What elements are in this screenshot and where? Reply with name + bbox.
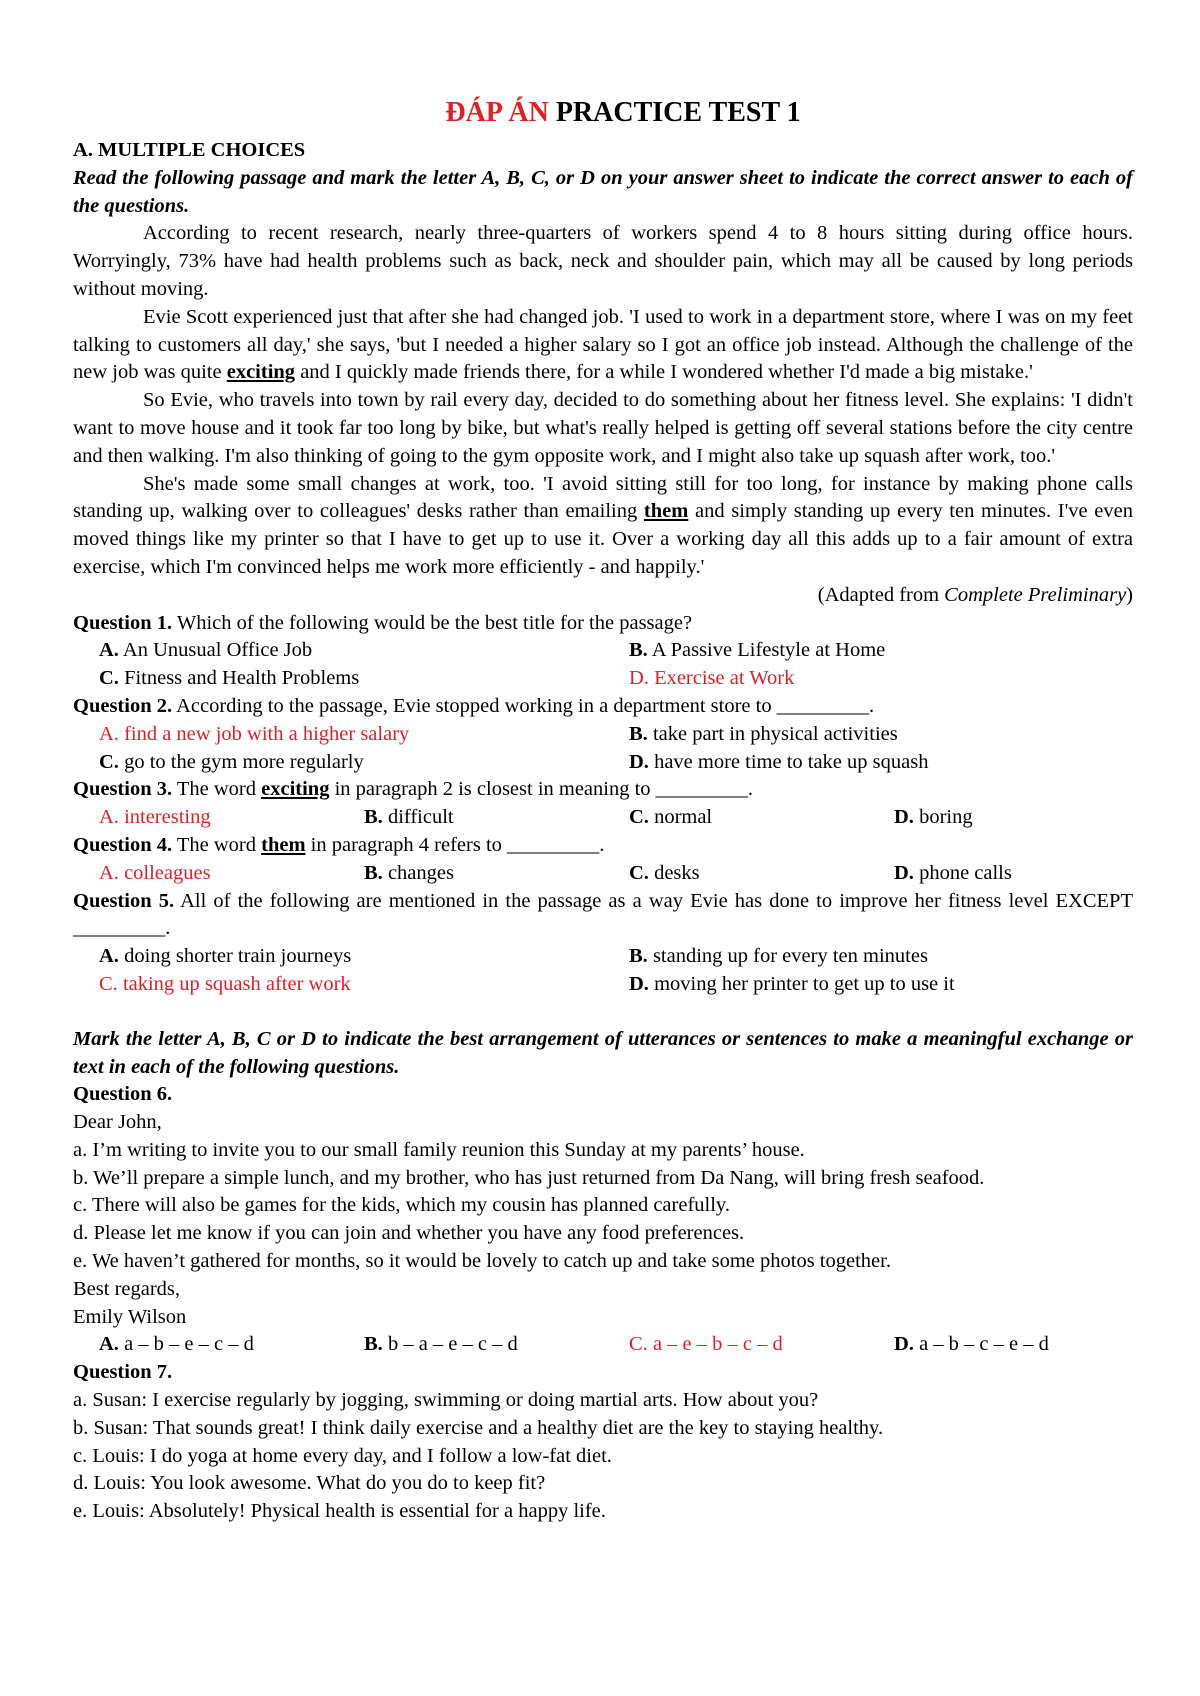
question-3-text-after: in paragraph 2 is closest in meaning to _________. bbox=[329, 778, 754, 801]
q3-option-c[interactable] bbox=[629, 804, 894, 832]
paragraph-4-text-after: and simply standing up every ten minutes. I've even moved things like my printer so that I have to get up to use it. Over a working day all this adds up to a fair amount of extra exercise, which I'm convinced helps me work more efficiently - and happily.' bbox=[73, 500, 1133, 578]
q3-option-d[interactable] bbox=[894, 804, 1159, 832]
option-letter: B. bbox=[629, 722, 648, 745]
paragraph-2-text-before: Evie Scott experienced just that after she had changed job. 'I used to work in a department store, where I was on my feet talking to customers all day,' she says, 'but I needed a higher salary so I got an office job instead. Although the challenge of the new job was quite bbox=[73, 305, 1133, 384]
source-suffix: ) bbox=[1126, 583, 1133, 606]
option-letter: C. bbox=[99, 972, 118, 995]
source-title: Complete Preliminary bbox=[944, 583, 1127, 606]
option-text: a – e – b – c – d bbox=[647, 1333, 783, 1356]
q2-option-a-correct[interactable] bbox=[99, 721, 629, 749]
q4-option-c[interactable] bbox=[629, 860, 894, 888]
q2-option-c[interactable] bbox=[99, 749, 629, 777]
question-2-text: According to the passage, Evie stopped working in a department store to _________. bbox=[172, 694, 875, 717]
question-1-text: Which of the following would be the best title for the passage? bbox=[172, 611, 693, 634]
option-letter: B. bbox=[364, 861, 383, 884]
q6-option-b[interactable] bbox=[364, 1331, 629, 1359]
question-3 bbox=[73, 776, 1133, 804]
q6-option-c-correct[interactable] bbox=[629, 1331, 894, 1359]
arrangement-instruction: Mark the letter A, B, C or D to indicate the best arrangement of utterances or sentences to make a meaningful exchange or text in each of the following questions. bbox=[73, 1027, 1133, 1078]
option-text: interesting bbox=[118, 806, 211, 829]
option-letter: A. bbox=[99, 639, 119, 662]
q6-line-d: d. Please let me know if you can join and whether you have any food preferences. bbox=[73, 1222, 745, 1245]
passage-paragraph-4 bbox=[73, 471, 1133, 582]
option-letter: B. bbox=[629, 639, 648, 662]
q6-option-d[interactable] bbox=[894, 1331, 1159, 1359]
option-text: go to the gym more regularly bbox=[118, 750, 364, 773]
q5-option-b[interactable] bbox=[629, 943, 1159, 971]
q1-option-a[interactable] bbox=[99, 637, 629, 665]
question-3-word: exciting bbox=[261, 778, 330, 801]
q2-option-b[interactable] bbox=[629, 721, 1159, 749]
option-letter: B. bbox=[364, 806, 383, 829]
option-text: doing shorter train journeys bbox=[118, 945, 352, 968]
question-6-options bbox=[73, 1331, 1133, 1359]
q3-option-b[interactable] bbox=[364, 804, 629, 832]
option-text: A Passive Lifestyle at Home bbox=[647, 639, 886, 662]
paragraph-2-text-after: and I quickly made friends there, for a while I wondered whether I'd made a big mistake.' bbox=[295, 361, 1033, 384]
option-text: normal bbox=[648, 806, 713, 829]
question-4-text-before: The word bbox=[172, 833, 262, 856]
option-text: difficult bbox=[382, 806, 454, 829]
option-letter: D. bbox=[894, 806, 914, 829]
option-text: taking up squash after work bbox=[117, 972, 351, 995]
q6-line-c: c. There will also be games for the kids, which my cousin has planned carefully. bbox=[73, 1194, 730, 1217]
q6-line-signature: Emily Wilson bbox=[73, 1305, 187, 1328]
option-letter: D. bbox=[894, 1333, 914, 1356]
question-3-options bbox=[73, 804, 1133, 832]
question-5 bbox=[73, 888, 1133, 944]
option-letter: A. bbox=[99, 1333, 119, 1356]
option-text: b – a – e – c – d bbox=[382, 1333, 518, 1356]
page-title bbox=[113, 95, 1133, 131]
question-4-text-after: in paragraph 4 refers to _________. bbox=[305, 833, 605, 856]
option-text: phone calls bbox=[913, 861, 1012, 884]
option-letter: A. bbox=[99, 722, 119, 745]
option-letter: C. bbox=[629, 1333, 648, 1356]
option-text: a – b – e – c – d bbox=[118, 1333, 254, 1356]
highlighted-word-them: them bbox=[643, 500, 689, 523]
q1-option-b[interactable] bbox=[629, 637, 1159, 665]
option-text: desks bbox=[648, 861, 700, 884]
question-3-text-before: The word bbox=[172, 778, 262, 801]
reading-instruction: Read the following passage and mark the letter A, B, C, or D on your answer sheet to indicate the correct answer to each of the questions. bbox=[73, 166, 1133, 217]
option-letter: A. bbox=[99, 806, 119, 829]
question-4-word: them bbox=[261, 833, 306, 856]
option-text: Exercise at Work bbox=[648, 667, 795, 690]
q4-option-d[interactable] bbox=[894, 860, 1159, 888]
question-7-label: Question 7. bbox=[73, 1361, 173, 1384]
q6-line-closing: Best regards, bbox=[73, 1277, 181, 1300]
option-letter: A. bbox=[99, 945, 119, 968]
section-heading: A. MULTIPLE CHOICES bbox=[73, 139, 306, 161]
option-letter: B. bbox=[364, 1333, 383, 1356]
q2-option-d[interactable] bbox=[629, 749, 1159, 777]
option-letter: C. bbox=[629, 861, 649, 884]
option-letter: D. bbox=[894, 861, 914, 884]
option-text: take part in physical activities bbox=[647, 722, 898, 745]
option-text: have more time to take up squash bbox=[648, 750, 929, 773]
option-text: a – b – c – e – d bbox=[913, 1333, 1049, 1356]
passage-paragraph-1: According to recent research, nearly three-quarters of workers spend 4 to 8 hours sitting during office hours. Worryingly, 73% have had health problems such as back, neck and shoulder pain, which may all be caused by long periods without moving. bbox=[73, 222, 1133, 300]
question-2-label: Question 2. bbox=[73, 694, 173, 717]
option-letter: D. bbox=[629, 667, 649, 690]
q6-line-b: b. We’ll prepare a simple lunch, and my brother, who has just returned from Da Nang, will bring fresh seafood. bbox=[73, 1166, 985, 1189]
q4-option-a-correct[interactable] bbox=[99, 860, 364, 888]
title-red-part: ĐÁP ÁN bbox=[445, 97, 549, 128]
question-3-label: Question 3. bbox=[73, 778, 173, 801]
option-letter: A. bbox=[99, 861, 119, 884]
highlighted-word-exciting: exciting bbox=[226, 361, 296, 384]
q5-option-c-correct[interactable] bbox=[99, 971, 629, 999]
option-text: moving her printer to get up to use it bbox=[648, 972, 955, 995]
q5-option-d[interactable] bbox=[629, 971, 1159, 999]
source-prefix: (Adapted from bbox=[817, 583, 945, 606]
section-spacer bbox=[73, 999, 1133, 1026]
q4-option-b[interactable] bbox=[364, 860, 629, 888]
q7-line-e: e. Louis: Absolutely! Physical health is essential for a happy life. bbox=[73, 1500, 606, 1523]
question-2 bbox=[73, 693, 1133, 721]
option-text: boring bbox=[913, 806, 973, 829]
passage-paragraph-3: So Evie, who travels into town by rail every day, decided to do something about her fitness level. She explains: 'I didn't want to move house and it took far too long by bike, but what's really helped is getting off several stations before the city centre and then walking. I'm also thinking of going to the gym opposite work, and I might also take up squash after work, too.' bbox=[73, 389, 1133, 467]
question-4 bbox=[73, 832, 1133, 860]
option-letter: C. bbox=[99, 750, 119, 773]
question-4-label: Question 4. bbox=[73, 833, 173, 856]
title-black-part: PRACTICE TEST 1 bbox=[555, 97, 801, 128]
paragraph-4-text-before: She's made some small changes at work, too. 'I avoid sitting still for too long, for instance by making phone calls standing up, walking over to colleagues' desks rather than emailing bbox=[73, 472, 1133, 523]
question-1-label: Question 1. bbox=[73, 611, 173, 634]
option-text: changes bbox=[382, 861, 454, 884]
option-text: standing up for every ten minutes bbox=[647, 945, 928, 968]
option-text: An Unusual Office Job bbox=[118, 639, 313, 662]
option-letter: C. bbox=[629, 806, 649, 829]
option-text: colleagues bbox=[118, 861, 211, 884]
option-letter: D. bbox=[629, 972, 649, 995]
option-letter: B. bbox=[629, 945, 648, 968]
question-2-options bbox=[73, 721, 1133, 777]
q6-line-salutation: Dear John, bbox=[73, 1111, 162, 1134]
q7-line-d: d. Louis: You look awesome. What do you do to keep fit? bbox=[73, 1472, 546, 1495]
question-5-text: All of the following are mentioned in the passage as a way Evie has done to improve her fitness level EXCEPT _________. bbox=[73, 889, 1133, 940]
question-1 bbox=[73, 610, 1133, 638]
option-text: Fitness and Health Problems bbox=[118, 667, 360, 690]
q3-option-a-correct[interactable] bbox=[99, 804, 364, 832]
question-5-options bbox=[73, 943, 1133, 999]
q6-line-e: e. We haven’t gathered for months, so it would be lovely to catch up and take some photos together. bbox=[73, 1250, 891, 1273]
q7-line-b: b. Susan: That sounds great! I think daily exercise and a healthy diet are the key to staying healthy. bbox=[73, 1416, 884, 1439]
option-letter: C. bbox=[99, 667, 119, 690]
passage-source bbox=[73, 582, 1133, 610]
answer-key-page bbox=[73, 95, 1133, 1526]
q5-option-a[interactable] bbox=[99, 943, 629, 971]
question-4-options bbox=[73, 860, 1133, 888]
q6-line-a: a. I’m writing to invite you to our small family reunion this Sunday at my parents’ house. bbox=[73, 1138, 805, 1161]
option-text: find a new job with a higher salary bbox=[118, 722, 410, 745]
question-5-label: Question 5. bbox=[73, 889, 175, 912]
q1-option-c[interactable] bbox=[99, 665, 629, 693]
q7-line-a: a. Susan: I exercise regularly by jogging, swimming or doing martial arts. How about you? bbox=[73, 1389, 819, 1412]
question-6-label: Question 6. bbox=[73, 1083, 173, 1106]
q1-option-d-correct[interactable] bbox=[629, 665, 1159, 693]
passage-paragraph-2 bbox=[73, 304, 1133, 387]
option-letter: D. bbox=[629, 750, 649, 773]
q6-option-a[interactable] bbox=[99, 1331, 364, 1359]
q7-line-c: c. Louis: I do yoga at home every day, and I follow a low-fat diet. bbox=[73, 1444, 612, 1467]
question-1-options bbox=[73, 637, 1133, 693]
